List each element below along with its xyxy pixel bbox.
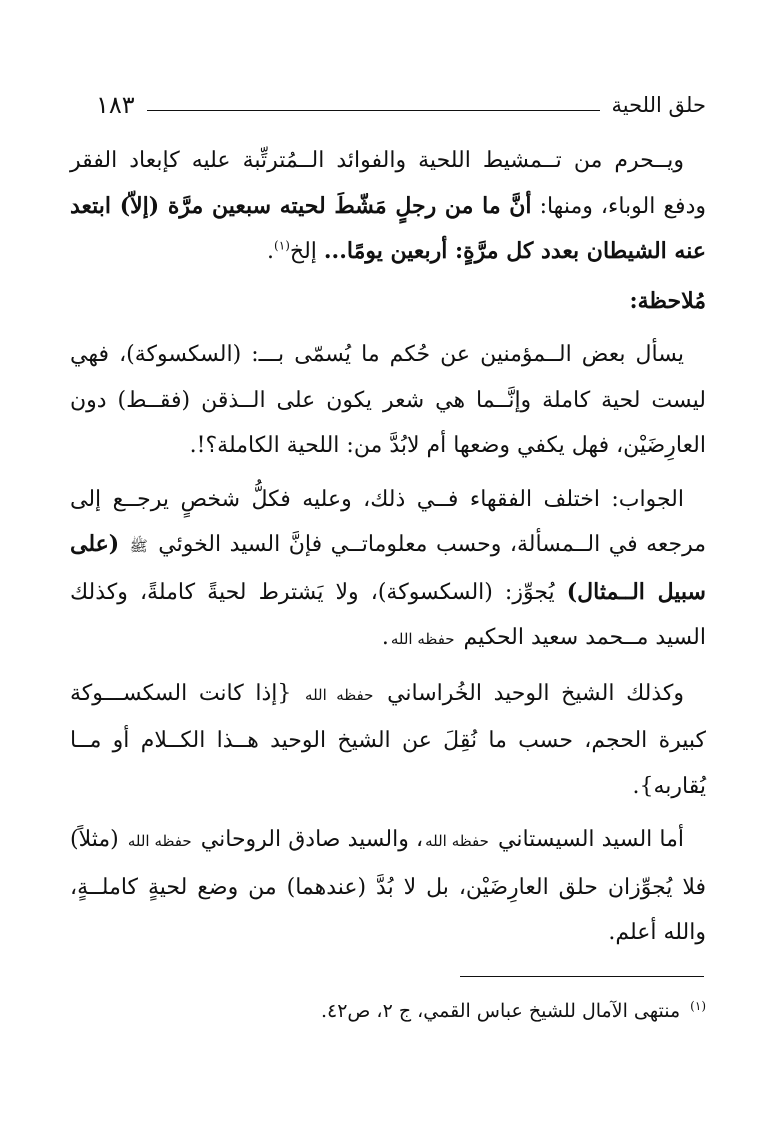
running-title: حلق اللحية [611,93,706,117]
honorific-ligature: حفظه الله [390,630,455,648]
bold-text-segment: (على سبيل الــمثال) [70,531,706,605]
paragraph-answer [70,477,706,663]
paragraph-question [70,332,706,469]
header-rule [147,110,600,111]
footnote-rule [460,976,704,977]
note-heading: مُلاحظة: [629,287,706,314]
page-number: ١٨٣ [96,91,135,119]
running-head [96,88,706,122]
text-segment: أما السيد السيستاني [490,827,684,852]
honorific-ligature: حفظه الله [305,685,374,704]
honorific-ligature: حفظه الله [127,832,192,850]
text-segment: وكذلك الشيخ الوحيد الخُراساني [375,680,684,706]
footnote-marker: (١) [690,998,706,1013]
page-body [70,138,706,956]
text-segment: يسأل بعض الــمؤمنين عن حُكم ما يُسمّى بـــ: (السكسوكة)، فهي ليست لحية كاملة وإنَّــما هي شعر يكون على الــذقن (فقــط) دون العارِضَيْن، فهل يكفي وضعها أم لابُدَّ من: اللحية الكاملة؟!. [70,342,706,458]
text-segment: الجواب: اختلف الفقهاء فــي ذلك، وعليه فكلُّ شخصٍ يرجــع إلى مرجعه في الــمسألة، وحسب معلوماتــي فإنَّ السيد الخوئي [70,486,707,557]
text-segment: . [381,625,389,650]
paragraph-combing [70,138,706,275]
footnote [96,996,706,1026]
honorific-ligature: ﷺ [129,537,148,555]
text-segment: (مثلاً) فلا يُجوِّزان حلق العارِضَيْن، بل لا بُدَّ (عندهما) من وضع لحيةٍ كاملــةٍ، والله أعلم. [70,827,706,945]
footnote-text: منتهى الآمال للشيخ عباس القمي، ج ٢، ص٤٢. [320,1000,681,1022]
text-segment [119,532,128,557]
text-segment: . [267,239,275,264]
bold-text-segment: أنَّ ما من رجلٍ مَشّطَ لحيته سبعين مرَّة (إلاّ) ابتعد عنه الشيطان بعدد كل مرَّةٍ: أربعين يومًا... [70,192,706,264]
text-segment: {إذا كانت السكســـوكة كبيرة الحجم، حسب ما نُقِلَ عن الشيخ الوحيد هــذا الكــلام أو مــا يُقاربه}. [70,680,706,799]
text-segment: ، والسيد صادق الروحاني [193,827,424,852]
paragraph-khorasani [70,671,706,810]
text-segment: ويــحرم من تــمشيط اللحية والفوائد الــمُترتِّبة عليه كإبعاد الفقر ودفع الوباء، ومنها: [70,148,706,219]
honorific-ligature: حفظه الله [425,832,489,850]
text-segment: إلخ [289,239,324,264]
paragraph-sistani [70,817,706,956]
footnote-reference: (١) [274,238,290,253]
text-segment: يُجوِّز: (السكسوكة)، ولا يَشترط لحيةً كاملةً، وكذلك السيد مــحمد سعيد الحكيم [70,579,706,650]
